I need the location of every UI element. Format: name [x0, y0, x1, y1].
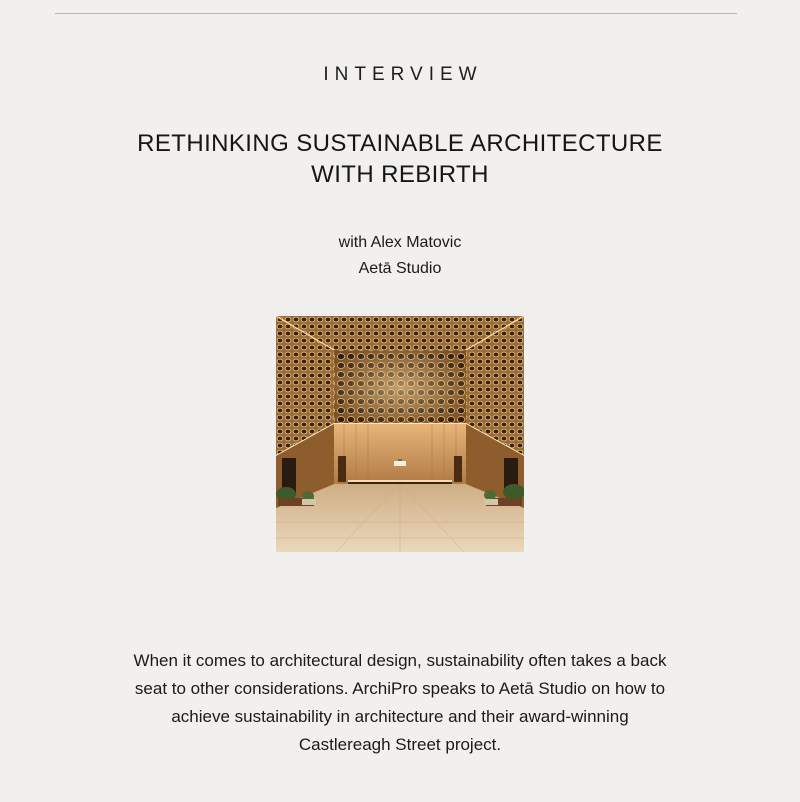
article-title-line: RETHINKING SUSTAINABLE ARCHITECTURE [137, 130, 663, 157]
intro-line: seat to other considerations. ArchiPro speaks to Aetā Studio on how to [134, 679, 666, 698]
byline-studio: Aetā Studio [358, 260, 442, 277]
article-title [60, 128, 740, 190]
intro-line: Castlereagh Street project. [298, 735, 502, 754]
article-title-line: WITH REBIRTH [311, 161, 489, 188]
lobby-photo [276, 316, 524, 552]
hero-image[interactable] [276, 316, 524, 552]
article-intro [80, 647, 720, 759]
byline-author: with Alex Matovic [338, 234, 462, 251]
article-byline [0, 230, 800, 282]
section-eyebrow: INTERVIEW [323, 64, 483, 85]
intro-line: When it comes to architectural design, sustainability often takes a back [133, 651, 667, 670]
top-divider [55, 13, 737, 14]
intro-line: achieve sustainability in architecture and their award-winning [171, 707, 629, 726]
